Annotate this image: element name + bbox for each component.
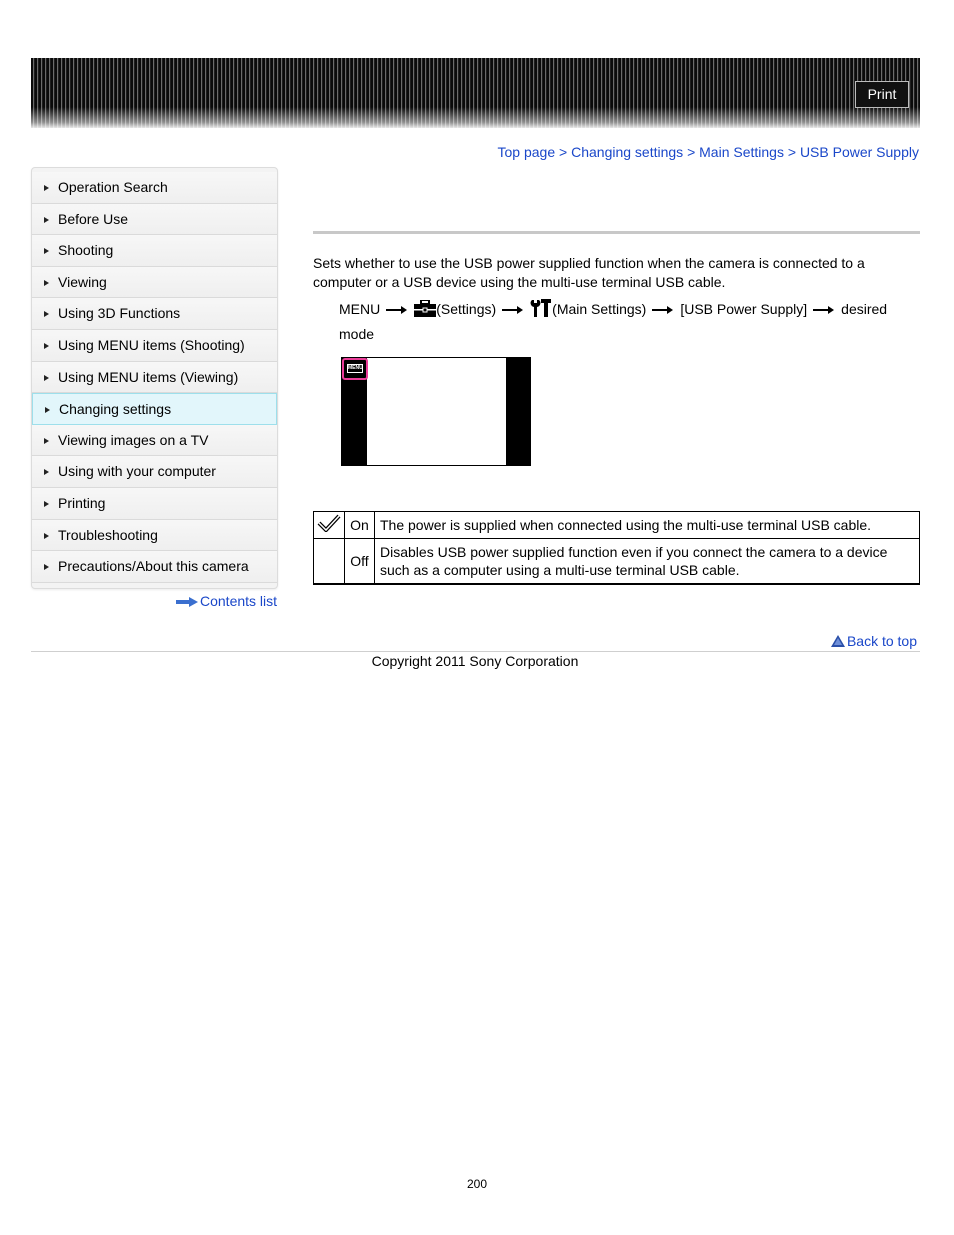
- breadcrumb: [498, 144, 919, 160]
- path-menu: MENU: [339, 301, 381, 317]
- menu-key-label: MENU: [348, 365, 363, 371]
- header-banner: [31, 58, 920, 128]
- sidebar-item-3d-functions[interactable]: [32, 298, 277, 330]
- breadcrumb-main-settings[interactable]: Main Settings: [699, 144, 784, 160]
- sidebar-item-viewing-on-tv[interactable]: [32, 425, 277, 457]
- sidebar-item-label: Using MENU items (Shooting): [58, 336, 245, 353]
- options-table: [313, 511, 920, 585]
- breadcrumb-separator: >: [687, 144, 696, 160]
- option-desc: The power is supplied when connected using the multi-use terminal USB cable.: [375, 512, 920, 539]
- breadcrumb-top-page[interactable]: Top page: [497, 144, 556, 160]
- sidebar-item-label: Viewing images on a TV: [58, 431, 209, 448]
- screen-right-bar: [506, 358, 530, 465]
- triangle-right-icon: [44, 280, 49, 286]
- breadcrumb-separator: >: [787, 144, 797, 160]
- path-main-settings: (Main Settings): [552, 301, 647, 317]
- arrow-right-icon: [386, 306, 408, 314]
- sidebar-item-label: Troubleshooting: [58, 526, 158, 543]
- sidebar-item-label: Using MENU items (Viewing): [58, 368, 239, 385]
- option-name: On: [345, 512, 375, 539]
- sidebar-item-label: Viewing: [58, 273, 107, 290]
- copyright-text: Copyright 2011 Sony Corporation: [371, 653, 579, 669]
- intro-text: Sets whether to use the USB power supplied function when the camera is connected to a computer or a USB device using the multi-use terminal USB cable.: [313, 255, 865, 290]
- triangle-up-icon: [831, 634, 845, 650]
- triangle-right-icon: [44, 564, 49, 570]
- breadcrumb-separator: >: [559, 144, 568, 160]
- sidebar-item-changing-settings[interactable]: [32, 393, 277, 425]
- sidebar-item-computer[interactable]: [32, 456, 277, 488]
- sidebar-item-operation-search[interactable]: [32, 172, 277, 204]
- triangle-right-icon: [44, 343, 49, 349]
- toolbox-icon: [414, 300, 436, 323]
- option-desc: Disables USB power supplied function even if you connect the camera to a device such as a computer using a multi-use terminal USB cable.: [375, 539, 920, 585]
- back-to-top-label: Back to top: [846, 633, 917, 649]
- sidebar-item-precautions[interactable]: [32, 551, 277, 583]
- page-number: 200: [466, 1177, 488, 1191]
- triangle-right-icon: [44, 375, 49, 381]
- arrow-right-icon: [502, 306, 524, 314]
- triangle-right-icon: [44, 533, 49, 539]
- sidebar-item-label: Operation Search: [58, 179, 168, 195]
- wrench-icon: [530, 298, 552, 323]
- triangle-right-icon: [44, 469, 49, 475]
- path-settings: (Settings): [436, 301, 497, 317]
- sidebar-item-label: Using with your computer: [58, 463, 216, 480]
- menu-path: [339, 298, 919, 345]
- triangle-right-icon: [44, 438, 49, 444]
- arrow-right-icon: [176, 594, 198, 610]
- path-item: [USB Power Supply]: [680, 301, 808, 317]
- arrow-right-icon: [813, 306, 835, 314]
- sidebar-item-shooting[interactable]: [32, 235, 277, 267]
- breadcrumb-usb-power-supply[interactable]: USB Power Supply: [799, 144, 919, 160]
- default-check-cell: [314, 539, 345, 585]
- sidebar-item-printing[interactable]: [32, 488, 277, 520]
- table-row: [314, 539, 920, 585]
- sidebar-item-menu-viewing[interactable]: [32, 362, 277, 394]
- sidebar-item-label: Precautions/About this camera: [58, 558, 249, 575]
- triangle-right-icon: [44, 311, 49, 317]
- sidebar-item-viewing[interactable]: [32, 267, 277, 299]
- triangle-right-icon: [44, 248, 49, 254]
- triangle-right-icon: [44, 501, 49, 507]
- footer-divider: [31, 651, 920, 652]
- sidebar-item-label: Changing settings: [59, 401, 172, 418]
- menu-key-highlight: [342, 358, 368, 380]
- contents-list-link[interactable]: [176, 593, 277, 610]
- camera-screen-illustration: [341, 357, 531, 466]
- sidebar-item-label: Printing: [58, 494, 106, 511]
- default-check-cell: [314, 512, 345, 539]
- back-to-top-link[interactable]: [831, 633, 917, 650]
- sidebar-item-menu-shooting[interactable]: [32, 330, 277, 362]
- sidebar-item-troubleshooting[interactable]: [32, 520, 277, 552]
- option-name: Off: [345, 539, 375, 585]
- path-end: desired mode: [339, 301, 888, 342]
- breadcrumb-changing-settings[interactable]: Changing settings: [571, 144, 684, 160]
- arrow-right-icon: [652, 306, 674, 314]
- sidebar-nav: [31, 167, 278, 589]
- triangle-right-icon: [44, 217, 49, 223]
- triangle-right-icon: [45, 407, 50, 413]
- sidebar-item-label: Using 3D Functions: [58, 305, 181, 322]
- triangle-right-icon: [44, 185, 49, 191]
- title-divider: [313, 231, 920, 234]
- contents-list-label: Contents list: [200, 593, 278, 609]
- print-button[interactable]: Print: [855, 81, 909, 108]
- sidebar-item-before-use[interactable]: [32, 204, 277, 236]
- sidebar-item-label: Before Use: [58, 210, 129, 227]
- check-mark-icon: [317, 519, 341, 535]
- table-row: [314, 512, 920, 539]
- sidebar-item-label: Shooting: [58, 242, 114, 259]
